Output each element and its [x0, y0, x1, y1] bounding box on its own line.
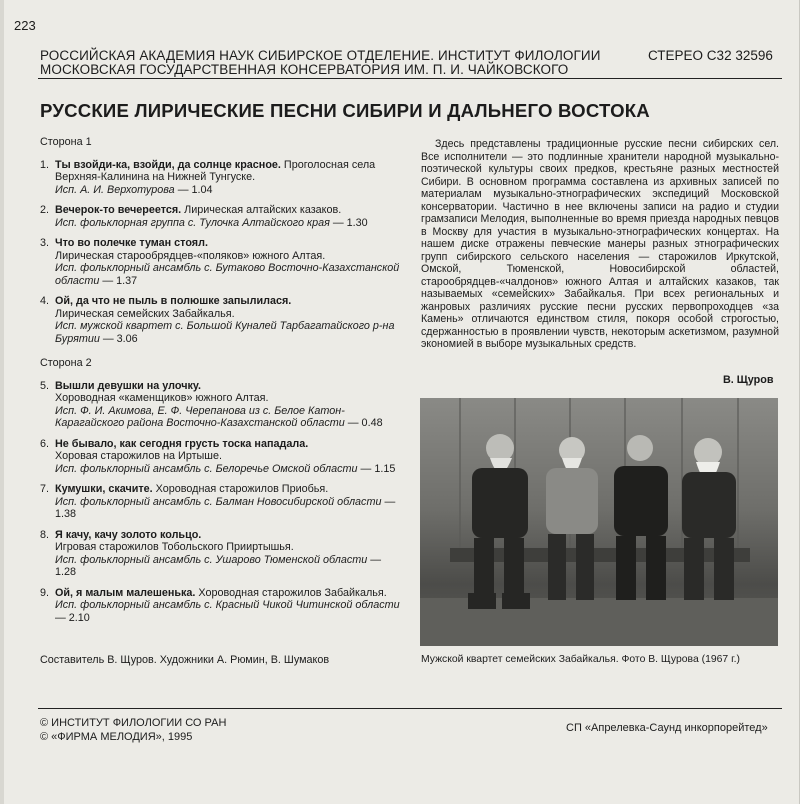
track-title: Вышли девушки на улочку.	[55, 379, 201, 392]
track-description: Хороводная «каменщиков» южного Алтая.	[55, 392, 269, 404]
track-title: Кумушки, скачите.	[55, 483, 153, 495]
track-item	[40, 204, 400, 229]
track-title: Вечерок-то вечереется.	[55, 204, 182, 216]
credits: Составитель В. Щуров. Художники А. Рюмин, В. Шумаков	[40, 654, 330, 666]
track-number: 9.	[40, 586, 50, 599]
track-duration: — 1.15	[357, 462, 396, 475]
header-institution-line-2: МОСКОВСКАЯ ГОСУДАРСТВЕННАЯ КОНСЕРВАТОРИЯ ИМ. П. И. ЧАЙКОВСКОГО	[40, 62, 569, 77]
copyright-line-1: © ИНСТИТУТ ФИЛОЛОГИИ СО РАН	[40, 717, 227, 729]
track-duration: — 0.48	[344, 417, 383, 429]
track-item	[40, 237, 400, 287]
track-title: Что во полечке туман стоял.	[55, 237, 208, 249]
track-performer: Исп. фольклорная группа с. Тулочка Алтайского края	[55, 216, 330, 229]
track-description: Игровая старожилов Тобольского Прииртышья.	[55, 541, 294, 553]
track-number: 4.	[40, 295, 50, 307]
track-number: 6.	[40, 437, 50, 450]
track-description: Хороводная старожилов Приобья.	[152, 483, 329, 495]
track-number: 1.	[40, 158, 50, 171]
track-title: Ой, да что не пыль в полюшке запылилася.	[55, 295, 292, 307]
track-list	[40, 136, 400, 632]
side-2-label: Сторона 2	[40, 357, 92, 369]
track-performer: Исп. фольклорный ансамбль с. Ушарово Тюменской области	[55, 553, 368, 566]
track-performer: Исп. фольклорный ансамбль с. Красный Чикой Читинской области	[55, 599, 400, 611]
track-number: 5.	[40, 379, 50, 392]
track-performer: Исп. Ф. И. Акимова, Е. Ф. Черепанова из с. Белое Катон-Карагайского района Восточно-Казахстанской области	[55, 404, 345, 429]
track-item	[40, 159, 400, 197]
quartet-photo	[420, 398, 778, 646]
track-title: Я качу, качу золото кольцо.	[55, 528, 202, 541]
track-duration: — 1.28	[55, 553, 382, 578]
side-1-label: Сторона 1	[40, 136, 92, 148]
page-number: 223	[14, 18, 36, 33]
track-item	[40, 295, 400, 345]
track-performer: Исп. А. И. Верхотурова	[55, 183, 175, 196]
track-item	[40, 529, 400, 579]
liner-notes: Здесь представлены традиционные русские песни сибирских сел. Все исполнители — это подлинные хранители народной музыкально-поэтической культуры своих предков, крестьяне разных местностей Сибири. В основном программа составлена из архивных записей по материалам музыкально-этнографических экспедиций Московской консерватории. Частично в нее включены записи на радио и студии грамзаписи Мелодия, выполненные во время приезда народных певцов в Москву для участия в музыкально-этнографических концертах. На нашем диске отражены певческие манеры разных этнографических групп сибирского сельского населения — старожилов Иркутской, Омской, Тюменской, Новосибирской областей, старообрядцев-«чалдонов» южного Алтая и алтайских казаков, так называемых «семейских» Забайкалья. При всех региональных и жанровых различиях русские песни русских первопроходцев «за Камень» отличаются единством стиля, покоря особой строгостью, сдержанностью в проявлении чувств, некоторым аскетизмом, разумной экономией в выборе музыкальных средств.	[421, 138, 779, 350]
track-number: 3.	[40, 237, 50, 249]
sleeve-edge	[0, 0, 4, 804]
track-duration: — 1.37	[99, 274, 138, 287]
track-performer: Исп. фольклорный ансамбль с. Бутаково Восточно-Казахстанской области	[55, 262, 400, 287]
track-duration: — 1.30	[329, 216, 368, 229]
track-title: Ты взойди-ка, взойди, да солнце красное.	[55, 158, 281, 171]
track-item	[40, 438, 400, 476]
licensee: СП «Апрелевка-Саунд инкорпорейтед»	[566, 722, 768, 734]
track-duration: — 3.06	[99, 332, 138, 345]
track-item	[40, 587, 400, 625]
photo-illustration	[420, 398, 778, 646]
track-number: 8.	[40, 528, 50, 541]
track-duration: — 2.10	[55, 611, 90, 624]
track-description: Проголосная села Верхняя-Калинина на Нижней Тунгуске.	[55, 158, 376, 183]
photo-caption: Мужской квартет семейских Забайкалья. Фото В. Щурова (1967 г.)	[421, 654, 740, 665]
track-number: 7.	[40, 483, 50, 495]
track-description: Лирическая семейских Забайкалья.	[55, 307, 235, 320]
header-institution-line-1: РОССИЙСКАЯ АКАДЕМИЯ НАУК СИБИРСКОЕ ОТДЕЛЕНИЕ. ИНСТИТУТ ФИЛОЛОГИИ	[40, 48, 601, 63]
catalog-number: СТЕРЕО С32 32596	[648, 48, 773, 63]
album-title: РУССКИЕ ЛИРИЧЕСКИЕ ПЕСНИ СИБИРИ И ДАЛЬНЕГО ВОСТОКА	[40, 100, 650, 121]
track-performer: Исп. фольклорный ансамбль с. Белоречье Омской области	[55, 462, 358, 475]
track-duration: — 1.04	[174, 183, 213, 196]
track-title: Ой, я малым малешенька.	[55, 586, 196, 599]
copyright-line-2: © «ФИРМА МЕЛОДИЯ», 1995	[40, 731, 193, 743]
track-item	[40, 483, 400, 521]
track-description: Хороводная старожилов Забайкалья.	[195, 586, 387, 599]
track-description: Хоровая старожилов на Иртыше.	[55, 450, 222, 462]
header-divider	[38, 78, 782, 79]
track-title: Не бывало, как сегодня грусть тоска нападала.	[55, 437, 309, 450]
liner-notes-author: В. Щуров	[723, 374, 774, 386]
track-performer: Исп. мужской квартет с. Большой Куналей Тарбагатайского р-на Бурятии	[55, 320, 395, 345]
track-item	[40, 380, 400, 430]
track-number: 2.	[40, 204, 50, 216]
track-description: Лирическая алтайских казаков.	[181, 204, 342, 216]
footer-divider	[38, 708, 782, 709]
track-duration: — 1.38	[55, 495, 396, 520]
track-description: Лирическая старообрядцев-«поляков» южного Алтая.	[55, 249, 326, 262]
track-performer: Исп. фольклорный ансамбль с. Балман Новосибирской области	[55, 495, 382, 508]
